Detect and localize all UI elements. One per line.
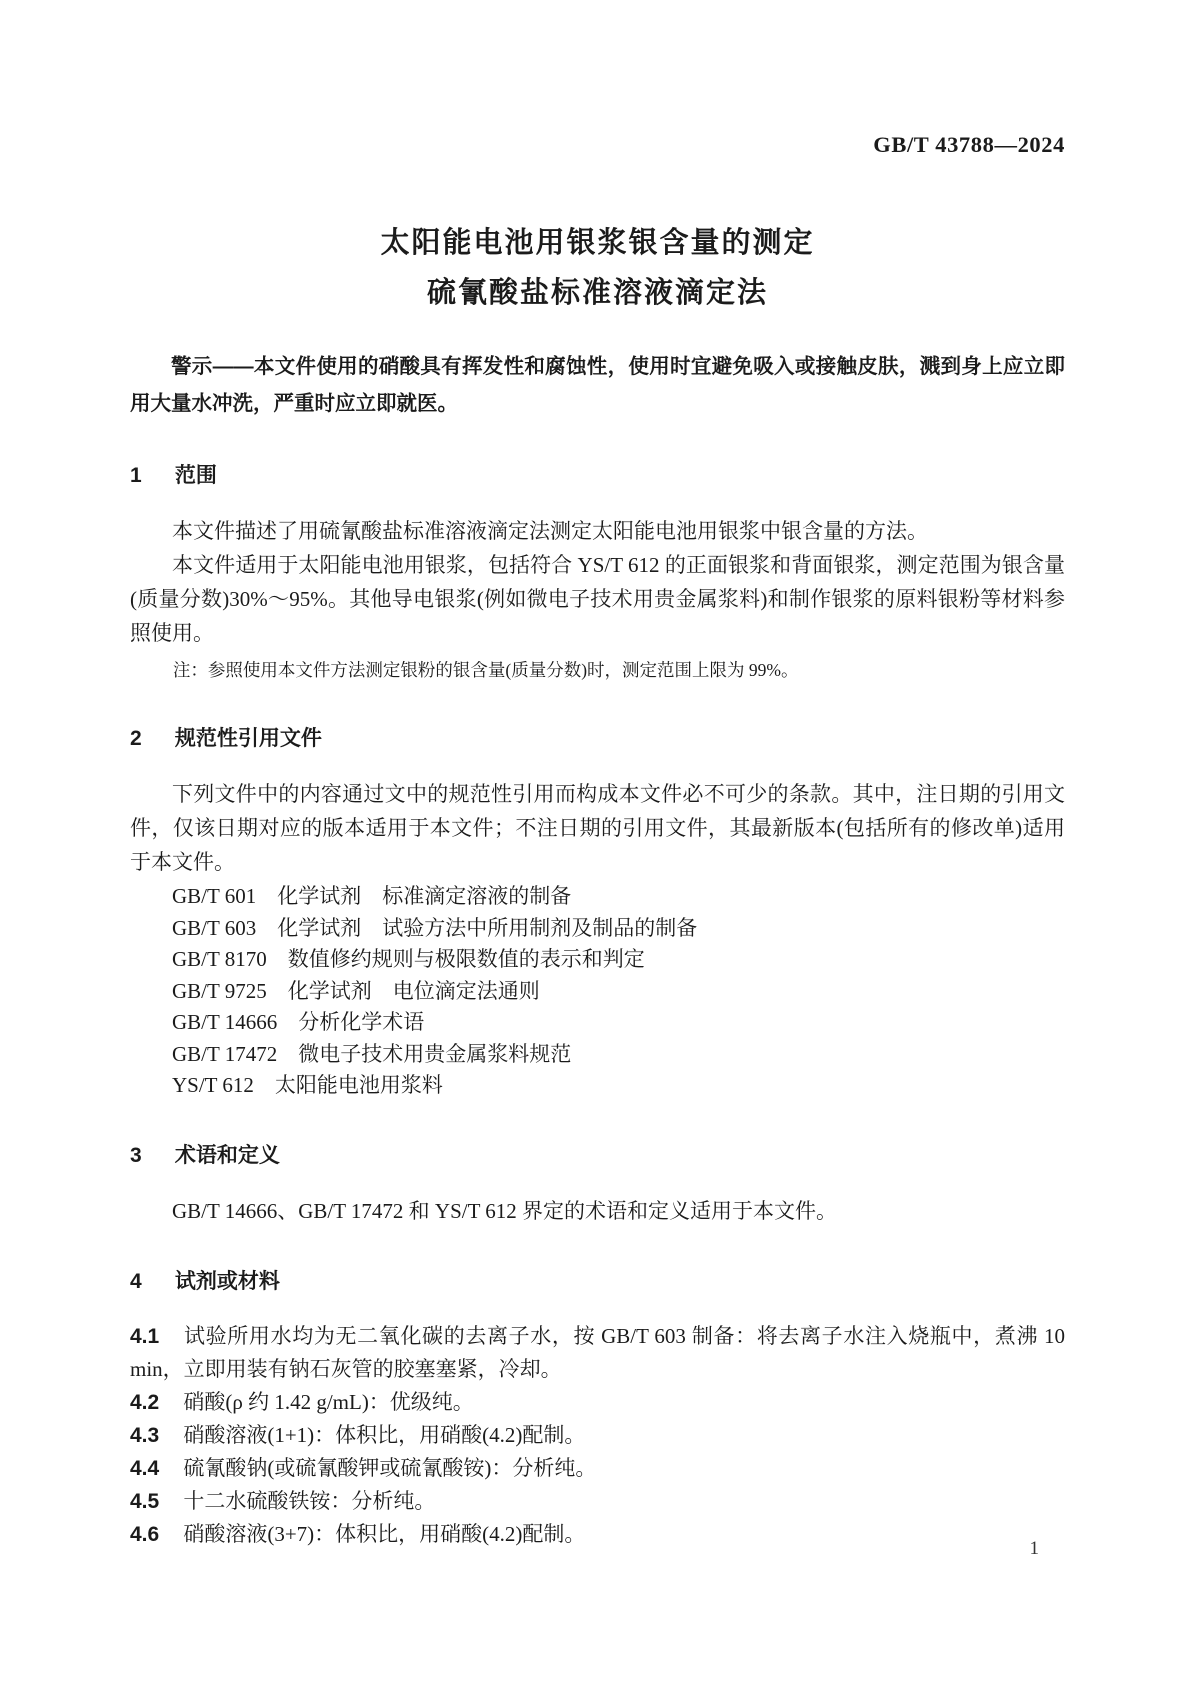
clause-4-4-number: 4.4: [130, 1456, 160, 1480]
clause-4-5-text: 十二水硫酸铁铵：分析纯。: [183, 1488, 436, 1513]
clause-4-5-number: 4.5: [130, 1489, 160, 1513]
reference-item: GB/T 601 化学试剂 标准滴定溶液的制备: [172, 884, 572, 908]
clause-4-6-number: 4.6: [130, 1522, 160, 1546]
section-2-heading: [130, 727, 1065, 751]
standard-code: GB/T 43788—2024: [873, 132, 1065, 157]
clause-4-3-text: 硝酸溶液(1+1)：体积比，用硝酸(4.2)配制。: [183, 1422, 586, 1447]
clause-4-2-number: 4.2: [130, 1390, 160, 1414]
reference-item: GB/T 14666 分析化学术语: [172, 1010, 425, 1034]
section-4-number: 4: [130, 1269, 142, 1293]
reference-item: GB/T 603 化学试剂 试验方法中所用制剂及制品的制备: [172, 915, 698, 940]
normative-references-list: [130, 881, 1065, 1102]
document-title-line2: 硫氰酸盐标准溶液滴定法: [426, 277, 768, 309]
section-1-number: 1: [130, 464, 142, 487]
section-4-title: 试剂或材料: [174, 1269, 280, 1293]
reference-item: GB/T 9725 化学试剂 电位滴定法通则: [172, 978, 540, 1003]
section-3-paragraph: GB/T 14666、GB/T 17472 和 YS/T 612 界定的术语和定义适用于本文件。: [172, 1198, 838, 1223]
reference-item: GB/T 17472 微电子技术用贵金属浆料规范: [172, 1041, 572, 1066]
section-4-heading: [130, 1270, 1065, 1294]
clause-4-1-number: 4.1: [130, 1324, 160, 1348]
clause-4-6: [130, 1518, 1065, 1551]
warning-paragraph: 警示——本文件使用的硝酸具有挥发性和腐蚀性，使用时宜避免吸入或接触皮肤，溅到身上应立即用大量水冲洗，严重时应立即就医。: [130, 355, 1065, 415]
section-3-heading: [130, 1144, 1065, 1168]
reference-item: GB/T 8170 数值修约规则与极限数值的表示和判定: [172, 947, 645, 971]
section-3-title: 术语和定义: [174, 1143, 280, 1167]
clause-4-5: [130, 1485, 1065, 1518]
reagent-clauses: [130, 1320, 1065, 1551]
section-1-paragraph-2: 本文件适用于太阳能电池用银浆，包括符合 YS/T 612 的正面银浆和背面银浆，测定范围为银含量(质量分数)30%～95%。其他导电银浆(例如微电子技术用贵金属浆料)和制作银浆的原料银粉等材料参照使用。: [130, 553, 1065, 645]
clause-4-2-text: 硝酸(ρ 约 1.42 g/mL)：优级纯。: [183, 1389, 474, 1414]
clause-4-4: [130, 1452, 1065, 1485]
section-3-number: 3: [130, 1143, 142, 1167]
clause-4-6-text: 硝酸溶液(3+7)：体积比，用硝酸(4.2)配制。: [183, 1521, 586, 1546]
section-1-paragraph-1: 本文件描述了用硫氰酸盐标准溶液滴定法测定太阳能电池用银浆中银含量的方法。: [172, 519, 928, 543]
section-2-title: 规范性引用文件: [174, 727, 322, 750]
clause-4-3-number: 4.3: [130, 1423, 160, 1447]
clause-4-4-text: 硫氰酸钠(或硫氰酸钾或硫氰酸铵)：分析纯。: [183, 1455, 597, 1480]
section-2-intro: 下列文件中的内容通过文中的规范性引用而构成本文件必不可少的条款。其中，注日期的引用文件，仅该日期对应的版本适用于本文件；不注日期的引用文件，其最新版本(包括所有的修改单)适用于本文件。: [130, 782, 1065, 874]
clause-4-1: [130, 1320, 1065, 1386]
section-1-title: 范围: [174, 464, 217, 487]
clause-4-3: [130, 1419, 1065, 1452]
document-title: [130, 218, 1065, 318]
section-1-heading: [130, 464, 1065, 488]
section-1-note: 注：参照使用本文件方法测定银粉的银含量(质量分数)时，测定范围上限为 99%。: [172, 660, 799, 680]
reference-item: YS/T 612 太阳能电池用浆料: [172, 1073, 443, 1097]
clause-4-1-text: 试验所用水均为无二氧化碳的去离子水，按 GB/T 603 制备：将去离子水注入烧瓶中，煮沸 10 min，立即用装有钠石灰管的胶塞塞紧，冷却。: [130, 1323, 1065, 1381]
document-title-line1: 太阳能电池用银浆银含量的测定: [380, 227, 815, 259]
section-2-number: 2: [130, 727, 142, 750]
clause-4-2: [130, 1386, 1065, 1419]
page-number: 1: [1029, 1538, 1039, 1559]
